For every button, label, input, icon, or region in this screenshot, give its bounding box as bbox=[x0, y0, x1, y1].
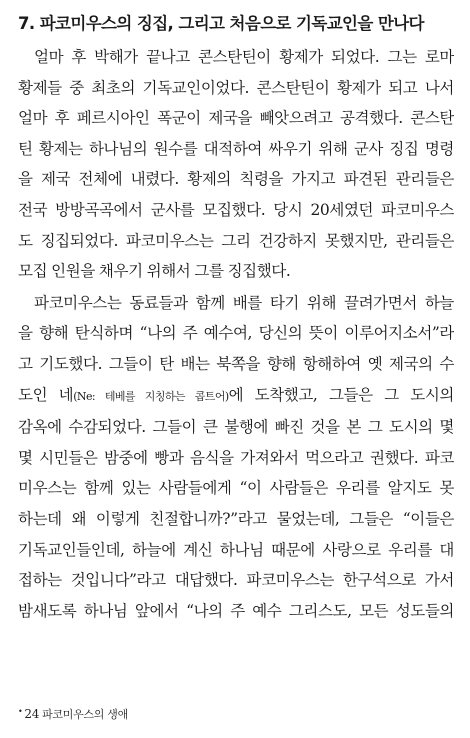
text-line: 을 제국 전체에 내렸다. 황제의 칙령을 가지고 파견된 관리들은 bbox=[18, 170, 454, 189]
text-line-with-note bbox=[18, 380, 454, 413]
page-number: 24 bbox=[24, 707, 40, 721]
text-line: 기독교인들인데, 하늘에 계신 하나님 때문에 사랑으로 우리를 대 bbox=[18, 540, 454, 559]
text-line: 전국 방방곡곡에서 군사를 모집했다. 당시 20세였던 파코미우스 bbox=[18, 200, 454, 219]
footer-marker: • bbox=[18, 707, 23, 716]
text-line: 미우스는 함께 있는 사람들에게 “이 사람들은 우리를 알지도 못 bbox=[18, 479, 454, 498]
text-line: 파코미우스는 동료들과 함께 배를 타기 위해 끌려가면서 하늘 bbox=[34, 293, 454, 312]
text-line: 틴 황제는 하나님의 원수를 대적하여 싸우기 위해 군사 징집 명령 bbox=[18, 139, 454, 158]
text-line: 얼마 후 페르시아인 폭군이 제국을 빼앗으려고 공격했다. 콘스탄 bbox=[18, 109, 454, 128]
line-before-note: 도인 네 bbox=[18, 385, 74, 404]
text-line: 황제들 중 최초의 기독교인이었다. 콘스탄틴이 황제가 되고 나서 bbox=[18, 78, 454, 97]
page-body bbox=[18, 12, 454, 626]
text-line: 하는데 왜 이렇게 친절합니까?”라고 물었는데, 그들은 “이들은 bbox=[18, 509, 454, 528]
paragraph-1 bbox=[18, 42, 454, 287]
line-after-note: 에 도착했고, 그들은 그 도시의 bbox=[228, 385, 454, 404]
section-heading: 7. 파코미우스의 징집, 그리고 처음으로 기독교인을 만나다 bbox=[18, 14, 424, 33]
text-line: 접하는 것입니다”라고 대답했다. 파코미우스는 한구석으로 가서 bbox=[18, 571, 454, 590]
paragraph-2 bbox=[18, 288, 454, 627]
translator-note: (Ne: 테베를 지칭하는 콥트어) bbox=[73, 389, 229, 403]
text-line: 도 징집되었다. 파코미우스는 그리 건강하지 못했지만, 관리들은 bbox=[18, 231, 454, 250]
text-line: 을 향해 탄식하며 “나의 주 예수여, 당신의 뜻이 이루어지소서”라 bbox=[18, 324, 454, 343]
text-line: 밤새도록 하나님 앞에서 “나의 주 예수 그리스도, 모든 성도들의 bbox=[18, 601, 454, 620]
page-footer bbox=[18, 706, 128, 722]
running-title: 파코미우스의 생애 bbox=[42, 708, 128, 721]
text-line: 모집 인원을 채우기 위해서 그를 징집했다. bbox=[18, 262, 291, 281]
text-line: 몇 시민들은 밤중에 빵과 음식을 가져와서 먹으라고 권했다. 파코 bbox=[18, 448, 454, 467]
text-line: 감옥에 수감되었다. 그들이 큰 불행에 빠진 것을 본 그 도시의 몇 bbox=[18, 418, 454, 437]
text-line: 얼마 후 박해가 끝나고 콘스탄틴이 황제가 되었다. 그는 로마 bbox=[34, 48, 454, 66]
text-line: 고 기도했다. 그들이 탄 배는 북쪽을 향해 항해하여 옛 제국의 수 bbox=[18, 354, 454, 373]
